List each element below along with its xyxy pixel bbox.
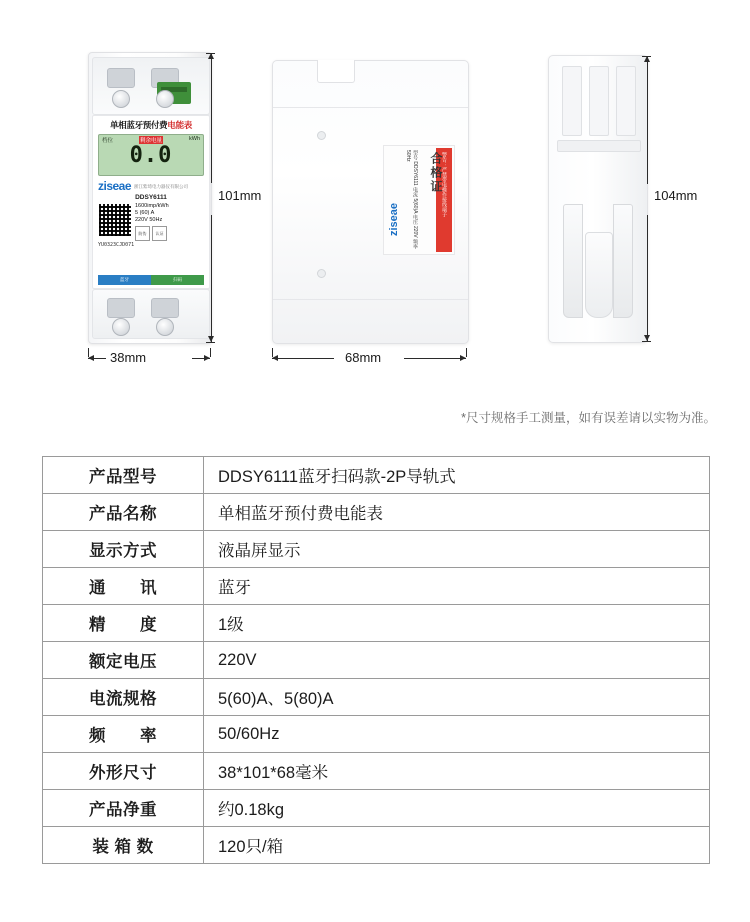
table-row (43, 457, 710, 494)
dim-line (404, 358, 466, 359)
label-spec-text: 型号 DDSY6111 电流 5(60)A 电压 220V 频率 50Hz (405, 150, 418, 250)
top-terminal-cover (92, 57, 210, 115)
specification-table-body (43, 457, 710, 864)
side-groove (273, 299, 468, 300)
serial-number: YU0323CJD071 (98, 242, 135, 248)
spec-value: DDSY6111蓝牙扫码款-2P导轨式 (204, 457, 710, 494)
lcd-label-mode: 档位 (102, 138, 114, 144)
terminal-hole (151, 298, 179, 318)
dim-arrow (644, 335, 650, 341)
dim-tick (210, 348, 211, 357)
panel-spec-area (93, 201, 209, 241)
dim-arrow (644, 56, 650, 62)
label-brand: ziseae (388, 202, 400, 236)
side-screw-dot (317, 131, 326, 140)
back-body (548, 55, 648, 343)
back-crossbar (557, 140, 641, 152)
back-vent-slot (589, 66, 609, 136)
spec-value: 约0.18kg (204, 790, 710, 827)
spec-key: 精 度 (43, 605, 204, 642)
dimension-label-width-side: 68mm (345, 350, 382, 365)
clip-latch (585, 232, 613, 318)
lcd-label-balance: 剩余电量 (140, 138, 163, 144)
spec-key: 产品型号 (43, 457, 204, 494)
dim-line (647, 215, 648, 341)
spec-key: 外形尺寸 (43, 753, 204, 790)
spec-value: 单相蓝牙预付费电能表 (204, 494, 710, 531)
brand-row (93, 176, 209, 193)
panel-bottom-strip (98, 275, 204, 285)
dim-line (647, 56, 648, 184)
dim-tick (206, 342, 215, 343)
spec-key: 频 率 (43, 716, 204, 753)
spec-imp: 1600imp/kWh (135, 203, 169, 209)
terminal-screw (112, 90, 130, 108)
clip-arm-right (613, 204, 633, 318)
qr-code-icon (98, 203, 132, 237)
dim-line (272, 358, 334, 359)
din-rail-clip (563, 204, 633, 324)
measurement-footnote: *尺寸规格手工测量，如有误差请以实物为准。 (461, 411, 716, 425)
dim-arrow (272, 355, 278, 361)
dim-arrow (208, 336, 214, 342)
lcd-screen (98, 134, 204, 176)
back-vent-slot (616, 66, 636, 136)
side-groove (273, 107, 468, 108)
terminal-screw (156, 90, 174, 108)
meter-body (88, 52, 212, 344)
dim-arrow (460, 355, 466, 361)
specification-table (42, 456, 710, 864)
table-row (43, 790, 710, 827)
spec-value: 220V (204, 642, 710, 679)
side-screw-dot (317, 269, 326, 278)
table-row (43, 568, 710, 605)
meter-side-view (272, 60, 467, 342)
panel-title (93, 116, 209, 131)
dim-arrow (208, 53, 214, 59)
panel-spec-text (135, 203, 169, 241)
badge-anticounterfeit: 防伪 (135, 226, 150, 241)
lcd-label-unit: kWh (189, 136, 200, 142)
terminal-hole (107, 68, 135, 88)
warning-text: 警告：严禁带电操作接线端子 (441, 152, 447, 217)
side-top-notch (317, 60, 355, 83)
dim-arrow (88, 355, 94, 361)
table-row (43, 642, 710, 679)
table-row (43, 827, 710, 864)
terminal-screw (156, 318, 174, 336)
terminal-screw (112, 318, 130, 336)
back-vent-slot (562, 66, 582, 136)
spec-value: 蓝牙 (204, 568, 710, 605)
spec-key: 电流规格 (43, 679, 204, 716)
spec-key: 装 箱 数 (43, 827, 204, 864)
dim-line (211, 53, 212, 183)
dimension-label-width-front: 38mm (110, 350, 147, 365)
product-figure (0, 0, 750, 440)
meter-front-view (88, 52, 210, 342)
spec-key: 额定电压 (43, 642, 204, 679)
spec-value: 120只/箱 (204, 827, 710, 864)
lcd-value: 0.0 (129, 143, 173, 168)
strip-bluetooth-label: 蓝牙 (98, 275, 151, 285)
panel-badges (135, 226, 169, 241)
table-row (43, 716, 710, 753)
spec-key: 产品名称 (43, 494, 204, 531)
side-body (272, 60, 469, 344)
spec-value: 5(60)A、5(80)A (204, 679, 710, 716)
spec-key: 产品净重 (43, 790, 204, 827)
table-row (43, 531, 710, 568)
table-row (43, 605, 710, 642)
table-row (43, 679, 710, 716)
dimension-label-height-back: 104mm (654, 188, 698, 203)
panel-title-highlight: 电能表 (167, 120, 192, 130)
model-number: DDSY6111 (135, 194, 167, 201)
spec-value: 50/60Hz (204, 716, 710, 753)
clip-arm-left (563, 204, 583, 318)
dim-line (211, 215, 212, 342)
panel-title-prefix: 单相蓝牙预付费 (109, 120, 168, 130)
spec-value: 1级 (204, 605, 710, 642)
dim-arrow (204, 355, 210, 361)
dimension-label-height-front: 101mm (218, 188, 262, 203)
dim-tick (642, 341, 651, 342)
spec-value: 38*101*68毫米 (204, 753, 710, 790)
badge-certification: 认证 (152, 226, 167, 241)
strip-scan-label: 扫码 (151, 275, 204, 285)
brand-company-name: 浙江紫琦电力器仪有限公司 (134, 183, 189, 189)
terminal-hole (107, 298, 135, 318)
table-row (43, 494, 710, 531)
meter-back-view (548, 55, 646, 341)
spec-current: 5 (60) A (135, 210, 155, 216)
meter-front-panel (92, 115, 210, 289)
label-big-text: 合格证 (429, 152, 443, 194)
spec-voltage: 220V 50Hz (135, 217, 163, 223)
side-rating-label (383, 145, 455, 255)
dim-tick (466, 348, 467, 357)
brand-logo: ziseae (98, 179, 132, 193)
spec-key: 通 讯 (43, 568, 204, 605)
bottom-terminal-cover (92, 289, 210, 339)
spec-key: 显示方式 (43, 531, 204, 568)
table-row (43, 753, 710, 790)
spec-value: 液晶屏显示 (204, 531, 710, 568)
